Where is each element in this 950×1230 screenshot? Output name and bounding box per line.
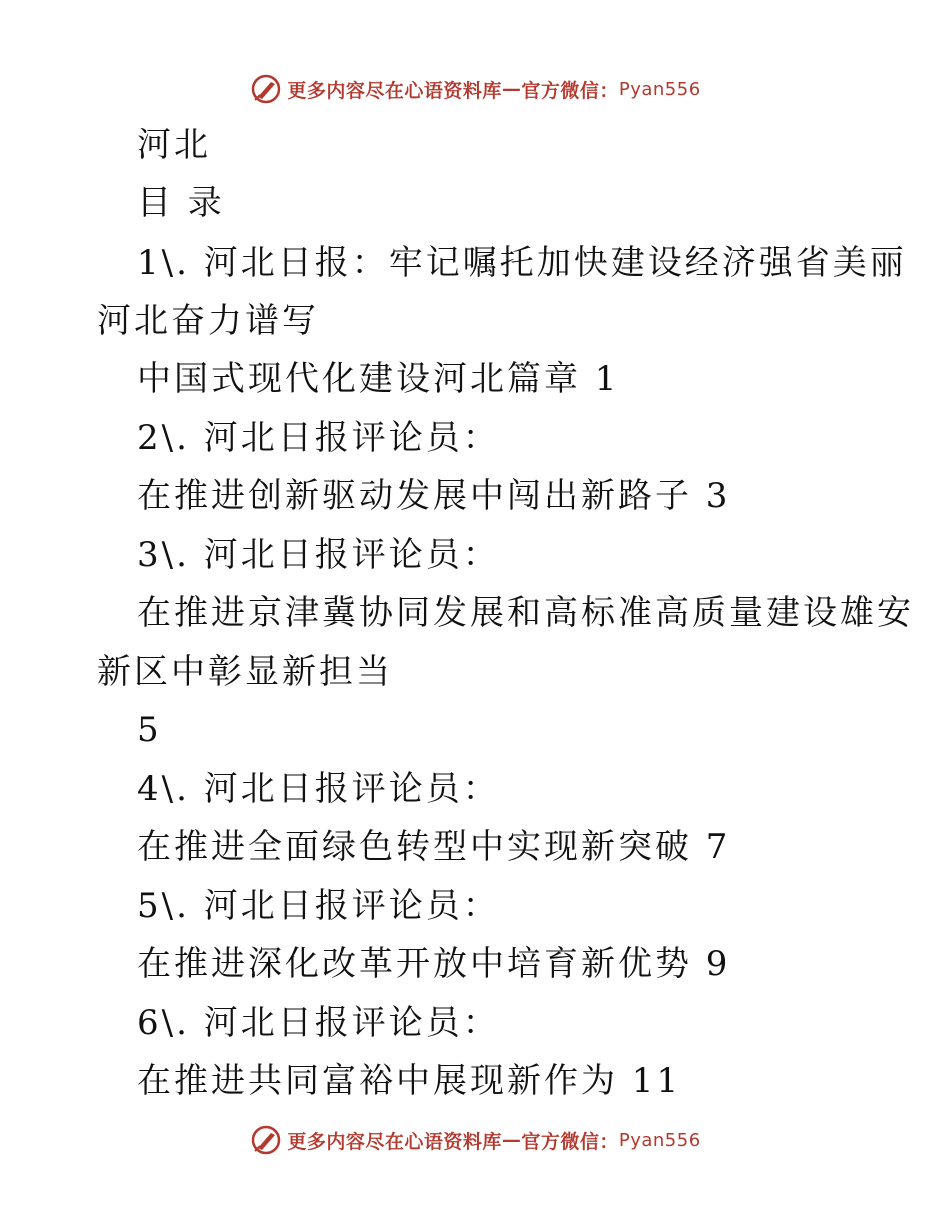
watermark-text: 更多内容尽在心语资料库	[287, 1130, 502, 1153]
toc-line: 河北奋力谱写	[97, 301, 319, 341]
toc-line: 3\. 河北日报评论员：	[137, 535, 500, 575]
region-title: 河北	[137, 125, 211, 165]
watermark-text: 更多内容尽在心语资料库	[287, 79, 502, 102]
toc-line: 1\. 河北日报：牢记嘱托加快建设经济强省美丽	[137, 243, 907, 283]
watermark-wechat-id: Pyan556	[618, 78, 701, 100]
toc-line: 在推进京津冀协同发展和高标准高质量建设雄安	[137, 593, 914, 633]
watermark-wechat-label: 官方微信：	[521, 1130, 619, 1153]
toc-line: 4\. 河北日报评论员：	[137, 769, 500, 809]
toc-line: 2\. 河北日报评论员：	[137, 418, 500, 458]
toc-line: 在推进全面绿色转型中实现新突破 7	[137, 827, 731, 867]
footer-watermark	[0, 1123, 950, 1157]
toc-line: 5	[137, 710, 162, 750]
watermark-wechat-label: 官方微信：	[521, 79, 619, 102]
toc-line: 中国式现代化建设河北篇章 1	[137, 359, 620, 399]
toc-title: 目 录	[137, 183, 225, 223]
watermark-dash: —	[501, 1129, 522, 1151]
toc-line: 6\. 河北日报评论员：	[137, 1003, 500, 1043]
toc-line: 在推进共同富裕中展现新作为 11	[137, 1061, 682, 1101]
toc-line: 在推进创新驱动发展中闯出新路子 3	[137, 476, 731, 516]
quill-logo-icon	[249, 72, 283, 106]
toc-line: 5\. 河北日报评论员：	[137, 886, 500, 926]
watermark-wechat-id: Pyan556	[618, 1129, 701, 1151]
header-watermark	[0, 72, 950, 106]
toc-line: 新区中彰显新担当	[97, 652, 393, 692]
watermark-dash: —	[501, 78, 522, 100]
toc-line: 在推进深化改革开放中培育新优势 9	[137, 944, 731, 984]
quill-logo-icon	[249, 1123, 283, 1157]
